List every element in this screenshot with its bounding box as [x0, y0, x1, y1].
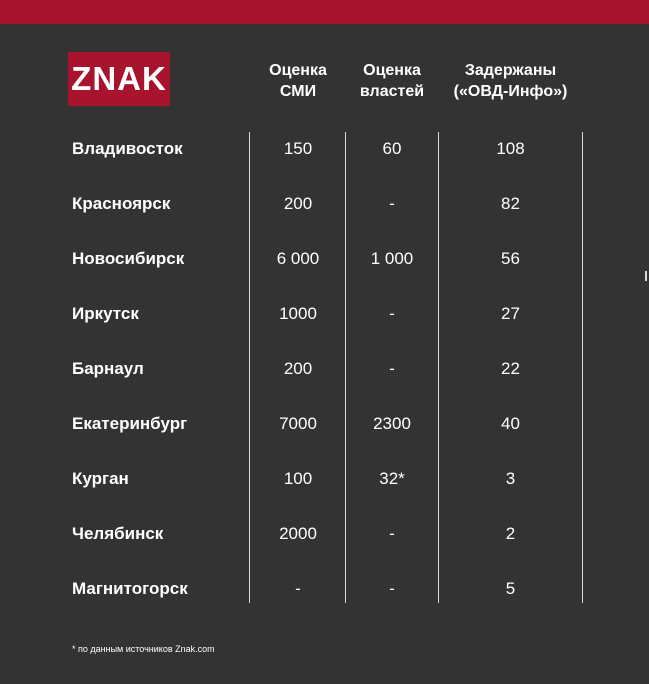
detained-value: 40 — [501, 414, 520, 433]
table-row — [0, 409, 649, 439]
city-name: Иркутск — [72, 304, 139, 323]
city-name: Красноярск — [72, 194, 171, 213]
media-estimate-value: 7000 — [279, 414, 317, 433]
detained-value: 2 — [505, 524, 516, 543]
table-row — [0, 189, 649, 219]
city-name: Новосибирск — [72, 249, 185, 268]
city-name: Магнитогорск — [72, 579, 188, 598]
detained-value: 56 — [501, 249, 520, 268]
table-row — [0, 134, 649, 164]
detained-value: 3 — [505, 469, 516, 488]
detained-value: 27 — [501, 304, 520, 323]
city-name: Курган — [72, 469, 129, 488]
city-name: Челябинск — [72, 524, 164, 543]
city-name: Екатеринбург — [72, 414, 188, 433]
header-media-estimate: Оценка СМИ — [269, 62, 327, 100]
media-estimate-value: 2000 — [279, 524, 317, 543]
media-estimate-value: 6 000 — [276, 249, 320, 268]
detained-value: 108 — [496, 139, 525, 158]
detained-value: 22 — [501, 359, 520, 378]
table-row — [0, 519, 649, 549]
znak-logo: ZNAK — [68, 52, 170, 106]
table-row — [0, 354, 649, 384]
media-estimate-value: 200 — [283, 194, 313, 213]
detained-value: 5 — [505, 579, 516, 598]
table-row — [0, 574, 649, 604]
authorities-estimate-value: 2300 — [373, 414, 411, 433]
media-estimate-value: 100 — [283, 469, 313, 488]
authorities-estimate-value: - — [389, 579, 395, 598]
media-estimate-value: - — [295, 579, 301, 598]
city-name: Барнаул — [72, 359, 144, 378]
authorities-estimate-value: 60 — [382, 139, 402, 158]
authorities-estimate-value: - — [389, 304, 395, 323]
table-row — [0, 464, 649, 494]
authorities-estimate-value: - — [389, 524, 395, 543]
header-authorities-estimate: Оценка властей — [359, 62, 425, 100]
footnote: * по данным источников Znak.com — [72, 644, 215, 654]
media-estimate-value: 150 — [283, 139, 313, 158]
detained-value: 82 — [501, 194, 520, 213]
header-detained: Задержаны («ОВД-Инфо») — [453, 62, 568, 100]
table-row — [0, 244, 649, 274]
table-row — [0, 299, 649, 329]
authorities-estimate-value: - — [389, 359, 395, 378]
authorities-estimate-value: 32* — [379, 469, 405, 488]
media-estimate-value: 200 — [283, 359, 313, 378]
media-estimate-value: 1000 — [279, 304, 317, 323]
authorities-estimate-value: 1 000 — [370, 249, 414, 268]
top-accent-bar — [0, 0, 649, 24]
city-name: Владивосток — [72, 139, 183, 158]
authorities-estimate-value: - — [389, 194, 395, 213]
